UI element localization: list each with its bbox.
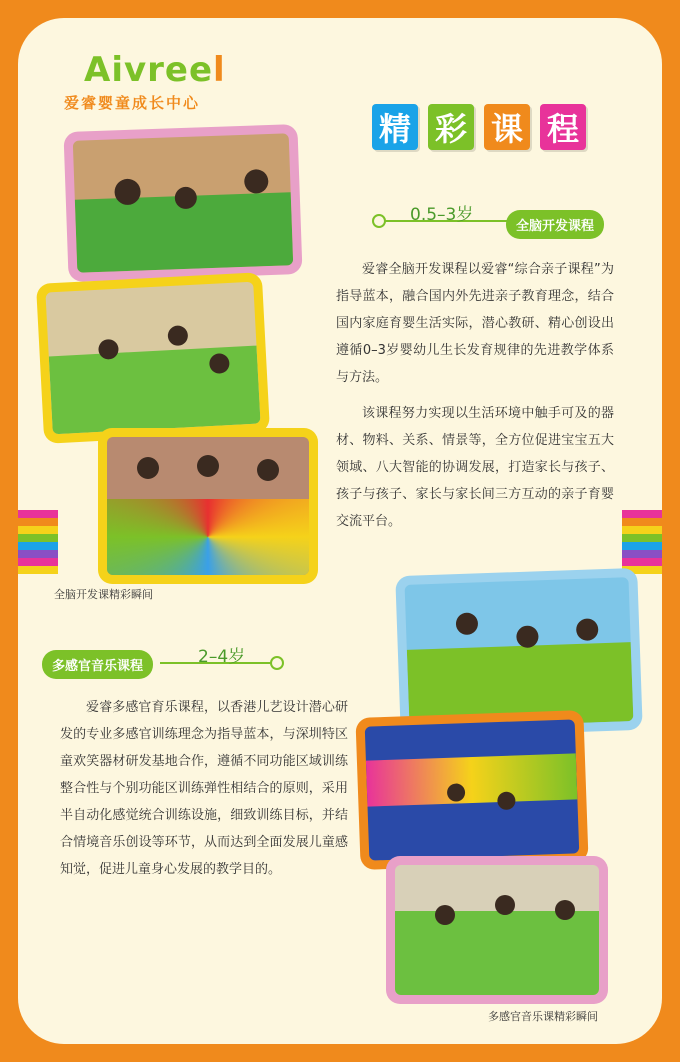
course1-paragraph-1: 爱睿全脑开发课程以爱睿“综合亲子课程”为指导蓝本，融合国内外先进亲子教育理念，结合国内家庭育婴生活实际，潜心教研、精心创设出遵循0–3岁婴幼儿生长发育规律的先进教学体系与方法。 — [336, 262, 614, 385]
course2-photo-3 — [386, 856, 608, 1004]
course1-age: 0.5–3岁 — [410, 205, 474, 225]
course1-photo-1 — [63, 124, 302, 282]
page-title — [372, 104, 586, 150]
course1-photo-3 — [98, 428, 318, 584]
title-char-3: 课 — [484, 104, 530, 150]
course1-photo-2 — [36, 272, 270, 444]
course2-age: 2–4岁 — [198, 647, 246, 667]
rainbow-stripes-right — [622, 510, 662, 574]
title-char-1: 精 — [372, 104, 418, 150]
course1-name: 全脑开发课程 — [506, 210, 604, 239]
course2-caption: 多感官音乐课精彩瞬间 — [488, 1010, 598, 1023]
title-char-4: 程 — [540, 104, 586, 150]
rainbow-stripes-left — [18, 510, 58, 574]
course1-caption: 全脑开发课精彩瞬间 — [54, 588, 153, 601]
brand-logo: Aivreel — [84, 50, 226, 90]
course2-name: 多感官音乐课程 — [42, 650, 153, 679]
brand-subtitle: 爱睿婴童成长中心 — [64, 94, 201, 112]
course2-photo-2 — [355, 710, 588, 870]
title-char-2: 彩 — [428, 104, 474, 150]
course2-header-dot — [270, 656, 284, 670]
course2-paragraph-1: 爱睿多感官育乐课程，以香港儿艺设计潜心研发的专业多感官训练理念为指导蓝本，与深圳特区童欢笑器材研发基地合作，遵循不同功能区域训练整合性与个别功能区训练弹性相结合的原则，采用半自动化感觉统合训练设施，细致训练目标，并结合情境音乐创设等环节，从而达到全面发展儿童感知觉，促进儿童身心发展的教学目的。 — [60, 700, 348, 877]
course1-paragraph-2: 该课程努力实现以生活环境中触手可及的器材、物料、关系、情景等，全方位促进宝宝五大领域、八大智能的协调发展，打造家长与孩子、孩子与孩子、家长与家长间三方互动的亲子育婴交流平台。 — [336, 406, 614, 529]
